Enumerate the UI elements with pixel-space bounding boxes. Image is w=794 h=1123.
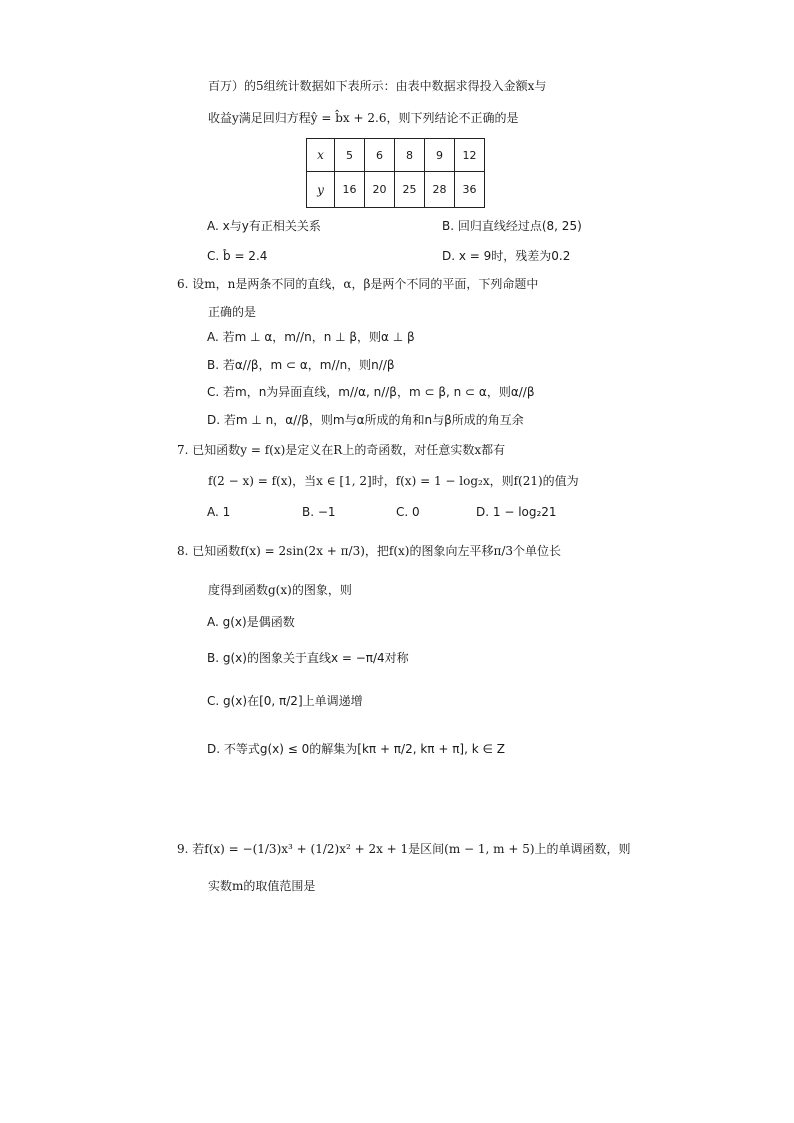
q6-option-a: A. 若m ⊥ α，m//n，n ⊥ β，则α ⊥ β [207, 330, 415, 344]
q5-option-a: A. x与y有正相关关系 [207, 219, 321, 233]
table-cell: 28 [425, 172, 455, 208]
table-cell: 12 [455, 139, 485, 172]
q5-option-d: D. x = 9时，残差为0.2 [442, 249, 571, 263]
table-header-x: x [307, 139, 335, 172]
q9-stem-line-1: 9. 若f(x) = −(1/3)x³ + (1/2)x² + 2x + 1是区间(m − 1, m + 5)上的单调函数，则 [177, 842, 631, 856]
q7-option-d: D. 1 − log₂21 [476, 505, 557, 519]
q6-option-c: C. 若m，n为异面直线，m//α, n//β，m ⊂ β, n ⊂ α，则α//β [207, 385, 535, 399]
q8-option-c: C. g(x)在[0, π/2]上单调递增 [207, 694, 363, 708]
table-cell: 8 [395, 139, 425, 172]
q8-option-a: A. g(x)是偶函数 [207, 615, 295, 629]
table-cell: 25 [395, 172, 425, 208]
q9-stem-line-2: 实数m的取值范围是 [208, 879, 316, 893]
q8-option-b: B. g(x)的图象关于直线x = −π/4对称 [207, 651, 409, 665]
table-cell: 36 [455, 172, 485, 208]
q5-stem-line-2: 收益y满足回归方程ŷ = b̂x + 2.6，则下列结论不正确的是 [208, 111, 519, 125]
q6-option-b: B. 若α//β，m ⊂ α，m//n，则n//β [207, 358, 395, 372]
q6-stem-line-1: 6. 设m，n是两条不同的直线，α，β是两个不同的平面，下列命题中 [177, 277, 539, 291]
q6-stem-line-2: 正确的是 [208, 305, 257, 319]
q7-option-c: C. 0 [396, 505, 420, 519]
q8-stem-line-1: 8. 已知函数f(x) = 2sin(2x + π/3)，把f(x)的图象向左平移π/3个单位长 [177, 544, 562, 558]
table-row-y [307, 172, 485, 208]
table-cell: 16 [335, 172, 365, 208]
table-cell: 5 [335, 139, 365, 172]
q7-option-a: A. 1 [207, 505, 231, 519]
table-header-y: y [307, 172, 335, 208]
q5-option-c: C. b̂ = 2.4 [207, 249, 268, 263]
q5-option-b: B. 回归直线经过点(8, 25) [442, 219, 582, 233]
q8-stem-line-2: 度得到函数g(x)的图象，则 [208, 583, 352, 597]
table-cell: 9 [425, 139, 455, 172]
q7-option-b: B. −1 [302, 505, 336, 519]
q8-option-d: D. 不等式g(x) ≤ 0的解集为[kπ + π/2, kπ + π], k ∈ Z [207, 742, 505, 756]
q7-stem-line-1: 7. 已知函数y = f(x)是定义在R上的奇函数，对任意实数x都有 [177, 443, 506, 457]
table-cell: 6 [365, 139, 395, 172]
table-cell: 20 [365, 172, 395, 208]
q6-option-d: D. 若m ⊥ n，α//β，则m与α所成的角和n与β所成的角互余 [207, 413, 524, 427]
table-row-x [307, 139, 485, 172]
q5-stem-line-1: 百万）的5组统计数据如下表所示：由表中数据求得投入金额x与 [208, 79, 547, 93]
q5-data-table [306, 138, 485, 208]
q7-stem-line-2: f(2 − x) = f(x)，当x ∈ [1, 2]时，f(x) = 1 − log₂x，则f(21)的值为 [208, 474, 579, 488]
